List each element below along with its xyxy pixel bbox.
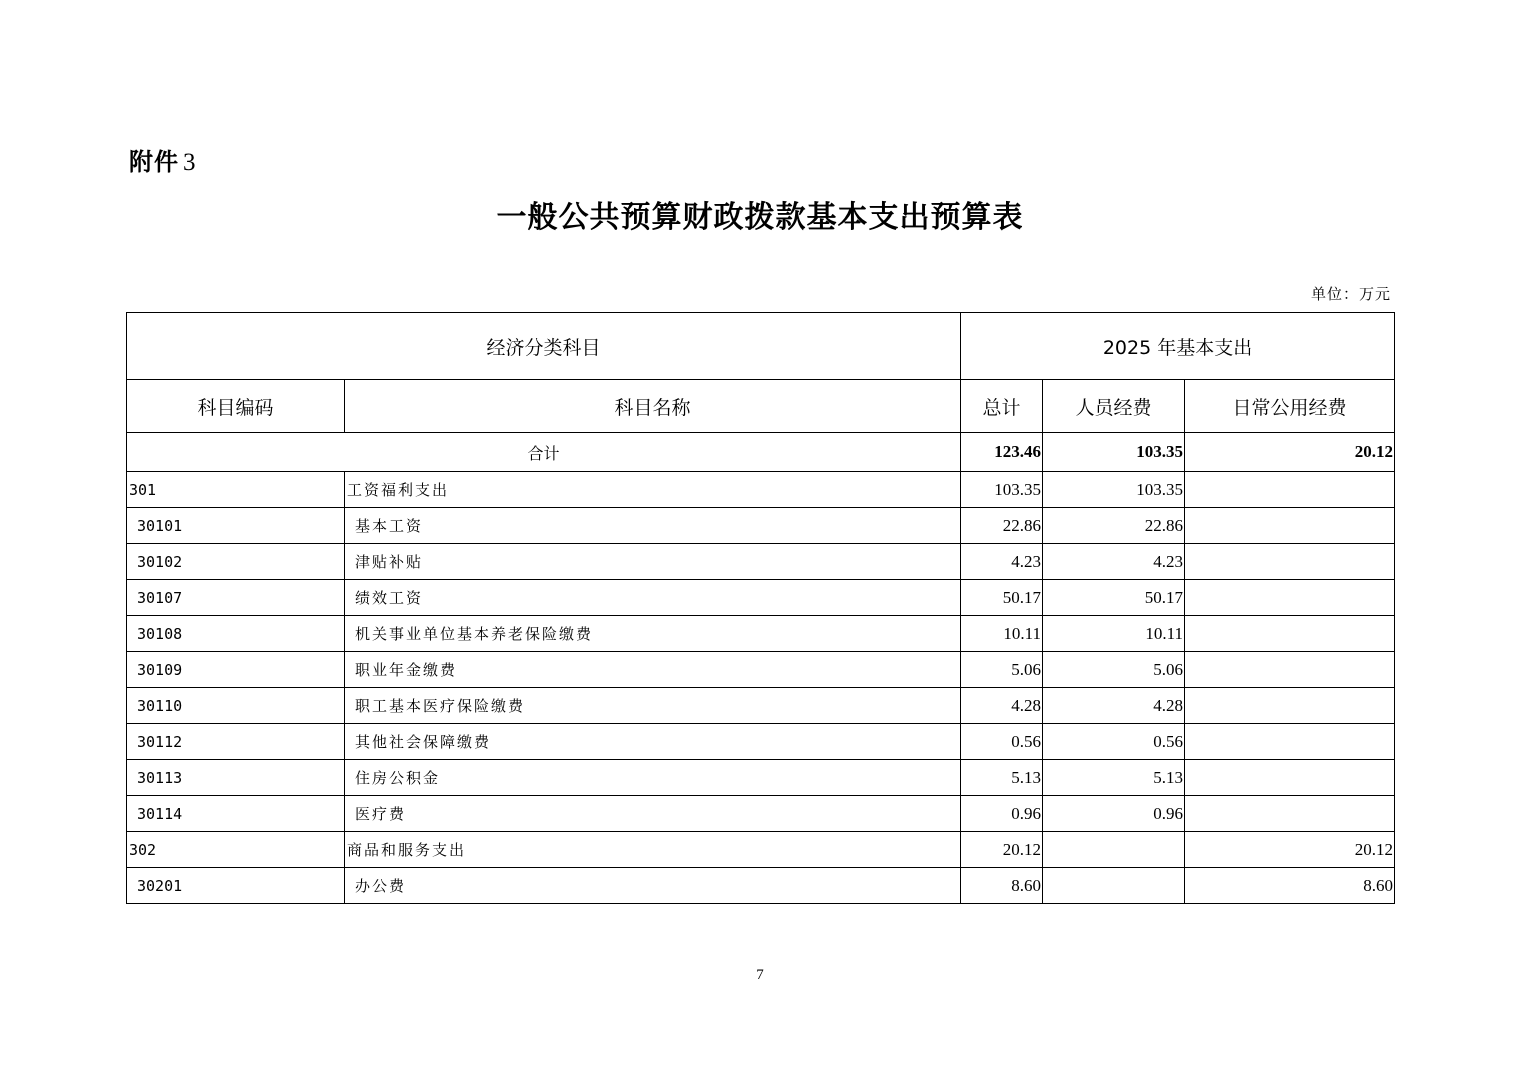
row-total: 0.56 <box>961 724 1043 760</box>
row-public <box>1185 508 1395 544</box>
table-row <box>127 544 1395 580</box>
table-row <box>127 616 1395 652</box>
header-basic-expenditure: 2025 年基本支出 <box>961 313 1395 380</box>
row-code: 30112 <box>127 724 345 760</box>
row-public <box>1185 580 1395 616</box>
unit-label: 单位：万元 <box>1310 285 1391 303</box>
row-personnel <box>1043 832 1185 868</box>
row-code: 30107 <box>127 580 345 616</box>
row-name: 职工基本医疗保险缴费 <box>345 688 961 724</box>
table-row <box>127 832 1395 868</box>
row-total: 4.28 <box>961 688 1043 724</box>
header-economic-classification: 经济分类科目 <box>127 313 961 380</box>
row-name: 津贴补贴 <box>345 544 961 580</box>
total-label: 合计 <box>127 433 961 472</box>
row-total: 8.60 <box>961 868 1043 904</box>
row-name: 商品和服务支出 <box>345 832 961 868</box>
table-row <box>127 760 1395 796</box>
attachment-text: 附件 <box>129 148 179 176</box>
row-code: 301 <box>127 472 345 508</box>
total-personnel: 103.35 <box>1043 433 1185 472</box>
row-total: 5.13 <box>961 760 1043 796</box>
row-personnel: 0.96 <box>1043 796 1185 832</box>
row-personnel: 4.28 <box>1043 688 1185 724</box>
table-row <box>127 796 1395 832</box>
table-row <box>127 508 1395 544</box>
row-code: 30109 <box>127 652 345 688</box>
row-name: 医疗费 <box>345 796 961 832</box>
header-columns-row <box>127 380 1395 433</box>
attachment-number: 3 <box>183 149 197 176</box>
table-row <box>127 724 1395 760</box>
header-code: 科目编码 <box>127 380 345 433</box>
row-code: 30101 <box>127 508 345 544</box>
row-public <box>1185 796 1395 832</box>
row-public: 20.12 <box>1185 832 1395 868</box>
row-public: 8.60 <box>1185 868 1395 904</box>
header-name: 科目名称 <box>345 380 961 433</box>
table-row <box>127 472 1395 508</box>
row-total: 20.12 <box>961 832 1043 868</box>
row-name: 住房公积金 <box>345 760 961 796</box>
table-row <box>127 868 1395 904</box>
header-public: 日常公用经费 <box>1185 380 1395 433</box>
row-name: 基本工资 <box>345 508 961 544</box>
row-name: 职业年金缴费 <box>345 652 961 688</box>
row-personnel: 5.06 <box>1043 652 1185 688</box>
header-personnel: 人员经费 <box>1043 380 1185 433</box>
row-code: 30102 <box>127 544 345 580</box>
table-row <box>127 688 1395 724</box>
row-name: 工资福利支出 <box>345 472 961 508</box>
header-total: 总计 <box>961 380 1043 433</box>
budget-table <box>126 312 1395 904</box>
row-personnel: 0.56 <box>1043 724 1185 760</box>
page-title: 一般公共预算财政拨款基本支出预算表 <box>496 200 1024 235</box>
row-code: 30113 <box>127 760 345 796</box>
row-total: 10.11 <box>961 616 1043 652</box>
total-public: 20.12 <box>1185 433 1395 472</box>
row-total: 103.35 <box>961 472 1043 508</box>
row-code: 30114 <box>127 796 345 832</box>
total-row <box>127 433 1395 472</box>
row-total: 50.17 <box>961 580 1043 616</box>
row-name: 绩效工资 <box>345 580 961 616</box>
row-code: 30108 <box>127 616 345 652</box>
row-name: 其他社会保障缴费 <box>345 724 961 760</box>
row-personnel: 50.17 <box>1043 580 1185 616</box>
row-public <box>1185 472 1395 508</box>
row-personnel: 4.23 <box>1043 544 1185 580</box>
row-total: 4.23 <box>961 544 1043 580</box>
row-public <box>1185 688 1395 724</box>
total-total: 123.46 <box>961 433 1043 472</box>
row-public <box>1185 724 1395 760</box>
row-name: 办公费 <box>345 868 961 904</box>
row-personnel: 22.86 <box>1043 508 1185 544</box>
row-name: 机关事业单位基本养老保险缴费 <box>345 616 961 652</box>
row-public <box>1185 544 1395 580</box>
row-total: 5.06 <box>961 652 1043 688</box>
attachment-label <box>129 142 197 177</box>
row-public <box>1185 616 1395 652</box>
header-group-row <box>127 313 1395 380</box>
row-code: 30110 <box>127 688 345 724</box>
row-personnel: 10.11 <box>1043 616 1185 652</box>
table-row <box>127 652 1395 688</box>
row-code: 30201 <box>127 868 345 904</box>
table-row <box>127 580 1395 616</box>
row-total: 0.96 <box>961 796 1043 832</box>
row-personnel <box>1043 868 1185 904</box>
row-public <box>1185 652 1395 688</box>
row-public <box>1185 760 1395 796</box>
row-personnel: 5.13 <box>1043 760 1185 796</box>
row-code: 302 <box>127 832 345 868</box>
page-number: 7 <box>756 967 764 983</box>
row-personnel: 103.35 <box>1043 472 1185 508</box>
row-total: 22.86 <box>961 508 1043 544</box>
